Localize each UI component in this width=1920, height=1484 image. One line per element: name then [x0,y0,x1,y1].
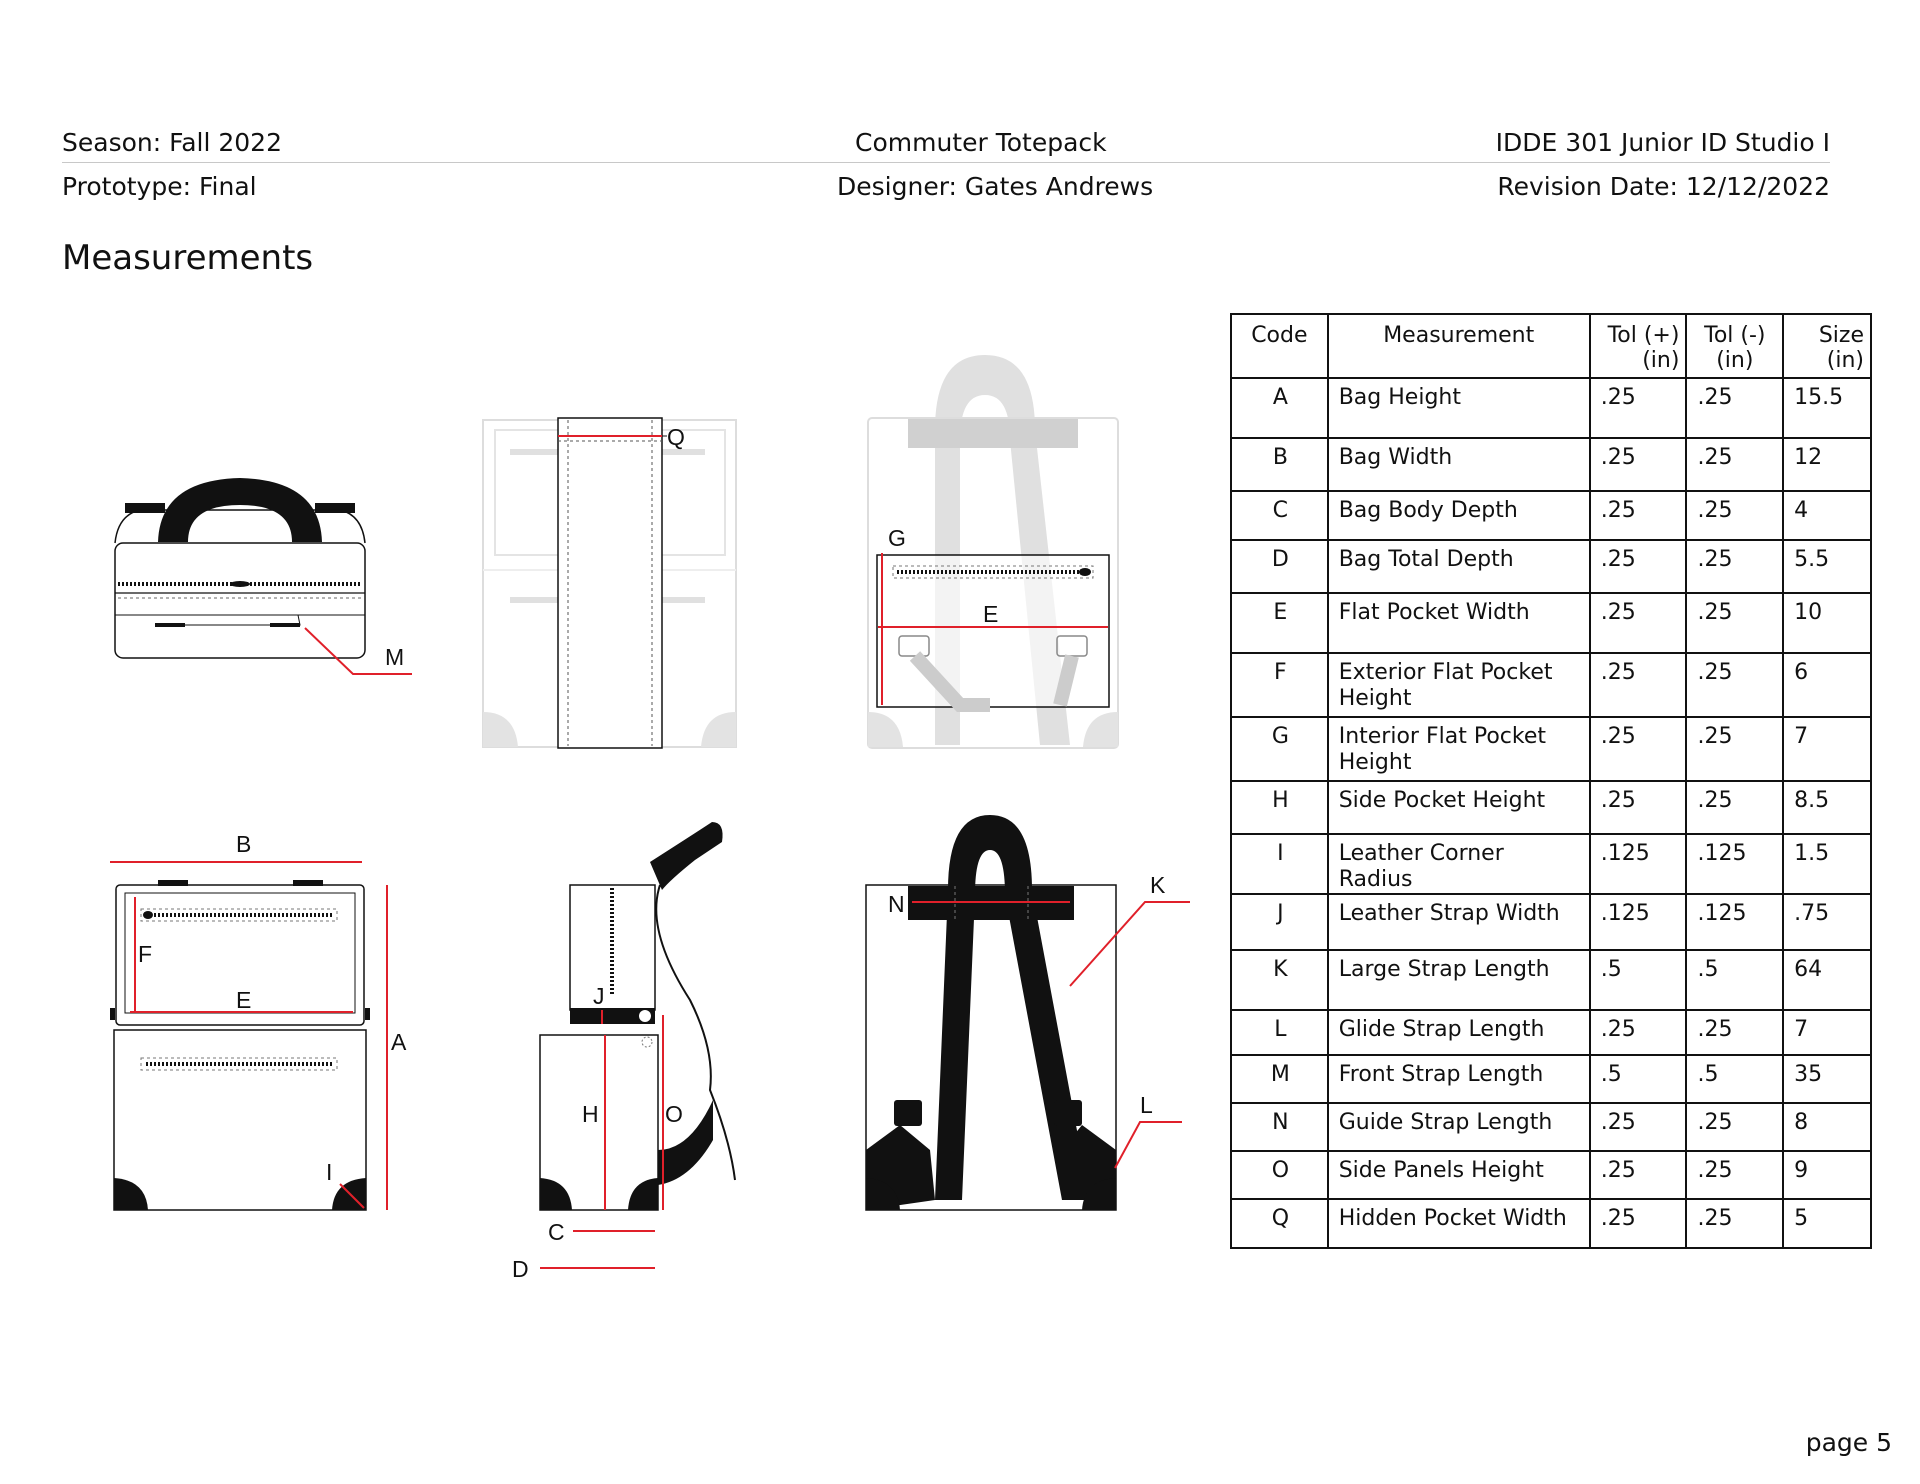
season-label: Season: Fall 2022 [62,128,282,157]
row-measurement: Interior Flat Pocket Height [1328,717,1590,781]
row-code: B [1231,438,1328,491]
label-c: C [548,1219,565,1245]
table-row [1231,653,1871,717]
row-tol-minus: .25 [1686,1151,1783,1199]
side-view-drawing [540,822,735,1210]
inside-view-drawing [483,418,736,748]
label-i: I [326,1159,333,1185]
table-header-row [1231,314,1871,378]
row-size: 9 [1783,1151,1871,1199]
header-size: Size (in) [1783,314,1871,378]
label-o: O [665,1101,683,1127]
row-code: D [1231,540,1328,593]
row-size: 64 [1783,950,1871,1010]
label-n: N [888,891,905,917]
row-code: L [1231,1010,1328,1055]
row-tol-minus: .125 [1686,894,1783,950]
row-measurement: Side Panels Height [1328,1151,1590,1199]
section-title: Measurements [62,238,314,278]
measurement-table [1230,313,1872,1249]
row-code: K [1231,950,1328,1010]
row-tol-plus: .25 [1590,378,1687,438]
row-code: N [1231,1103,1328,1151]
row-tol-plus: .125 [1590,834,1687,894]
row-measurement: Bag Total Depth [1328,540,1590,593]
back-view-drawing [866,815,1116,1210]
label-q: Q [667,424,685,450]
row-tol-minus: .25 [1686,717,1783,781]
row-measurement: Hidden Pocket Width [1328,1199,1590,1248]
row-tol-plus: .25 [1590,593,1687,653]
table-row [1231,1151,1871,1199]
prototype-label: Prototype: Final [62,172,257,201]
row-code: O [1231,1151,1328,1199]
label-k: K [1150,872,1166,898]
table-row [1231,593,1871,653]
label-d: D [512,1256,529,1282]
row-code: I [1231,834,1328,894]
row-tol-plus: .25 [1590,653,1687,717]
row-size: 35 [1783,1055,1871,1103]
row-size: 8.5 [1783,781,1871,834]
row-size: 10 [1783,593,1871,653]
label-e-top: E [983,601,999,627]
row-tol-plus: .25 [1590,717,1687,781]
row-tol-minus: .25 [1686,1010,1783,1055]
header-measurement: Measurement [1328,314,1590,378]
row-tol-minus: .25 [1686,438,1783,491]
row-tol-minus: .25 [1686,653,1783,717]
course-label: IDDE 301 Junior ID Studio I [1495,128,1830,157]
row-size: 5.5 [1783,540,1871,593]
top-view-drawing [115,478,365,658]
label-j: J [593,983,605,1009]
label-a: A [391,1029,407,1055]
row-size: 5 [1783,1199,1871,1248]
row-size: 6 [1783,653,1871,717]
row-tol-minus: .25 [1686,491,1783,540]
front-view-drawing [110,862,370,1210]
table-row [1231,1055,1871,1103]
row-tol-minus: .25 [1686,593,1783,653]
row-tol-minus: .125 [1686,834,1783,894]
table-row [1231,378,1871,438]
row-tol-minus: .25 [1686,1199,1783,1248]
table-row [1231,717,1871,781]
row-tol-plus: .25 [1590,438,1687,491]
row-code: A [1231,378,1328,438]
table-row [1231,540,1871,593]
row-tol-plus: .25 [1590,1151,1687,1199]
row-code: J [1231,894,1328,950]
row-tol-minus: .25 [1686,781,1783,834]
row-measurement: Exterior Flat Pocket Height [1328,653,1590,717]
table-row [1231,1010,1871,1055]
row-code: F [1231,653,1328,717]
row-size: .75 [1783,894,1871,950]
row-measurement: Large Strap Length [1328,950,1590,1010]
row-size: 4 [1783,491,1871,540]
table-row [1231,834,1871,894]
label-g: G [888,525,906,551]
row-measurement: Glide Strap Length [1328,1010,1590,1055]
label-f: F [138,941,153,967]
row-tol-minus: .5 [1686,950,1783,1010]
header-tol-plus: Tol (+) (in) [1590,314,1687,378]
row-code: M [1231,1055,1328,1103]
label-b: B [236,831,252,857]
label-h: H [582,1101,599,1127]
row-size: 12 [1783,438,1871,491]
row-size: 7 [1783,1010,1871,1055]
header-tol-minus: Tol (-) (in) [1686,314,1783,378]
row-tol-minus: .25 [1686,540,1783,593]
row-size: 8 [1783,1103,1871,1151]
row-measurement: Bag Body Depth [1328,491,1590,540]
leader-k [1070,902,1190,986]
table-row [1231,438,1871,491]
table-row [1231,950,1871,1010]
project-title: Commuter Totepack [855,128,1107,157]
label-l: L [1140,1092,1153,1118]
row-tol-plus: .5 [1590,950,1687,1010]
row-size: 7 [1783,717,1871,781]
row-code: G [1231,717,1328,781]
row-measurement: Leather Strap Width [1328,894,1590,950]
table-row [1231,781,1871,834]
row-measurement: Guide Strap Length [1328,1103,1590,1151]
row-measurement: Bag Height [1328,378,1590,438]
row-tol-plus: .125 [1590,894,1687,950]
page-number: page 5 [1805,1428,1892,1457]
row-tol-plus: .25 [1590,1199,1687,1248]
row-measurement: Front Strap Length [1328,1055,1590,1103]
designer-label: Designer: Gates Andrews [837,172,1154,201]
row-tol-minus: .25 [1686,378,1783,438]
label-m: M [385,644,405,670]
row-code: E [1231,593,1328,653]
row-tol-minus: .5 [1686,1055,1783,1103]
row-tol-plus: .25 [1590,1010,1687,1055]
row-tol-plus: .25 [1590,781,1687,834]
interior-pocket-view-drawing [868,355,1118,748]
table-row [1231,491,1871,540]
row-measurement: Leather Corner Radius [1328,834,1590,894]
row-tol-plus: .25 [1590,1103,1687,1151]
header-code: Code [1231,314,1328,378]
row-tol-plus: .25 [1590,540,1687,593]
leader-l [1115,1122,1182,1168]
table-row [1231,1103,1871,1151]
row-measurement: Bag Width [1328,438,1590,491]
label-e-front: E [236,987,252,1013]
table-row [1231,894,1871,950]
row-code: C [1231,491,1328,540]
row-measurement: Side Pocket Height [1328,781,1590,834]
row-tol-plus: .5 [1590,1055,1687,1103]
row-measurement: Flat Pocket Width [1328,593,1590,653]
revision-date: Revision Date: 12/12/2022 [1497,172,1830,201]
row-tol-plus: .25 [1590,491,1687,540]
row-code: Q [1231,1199,1328,1248]
table-row [1231,1199,1871,1248]
row-tol-minus: .25 [1686,1103,1783,1151]
row-code: H [1231,781,1328,834]
row-size: 15.5 [1783,378,1871,438]
row-size: 1.5 [1783,834,1871,894]
